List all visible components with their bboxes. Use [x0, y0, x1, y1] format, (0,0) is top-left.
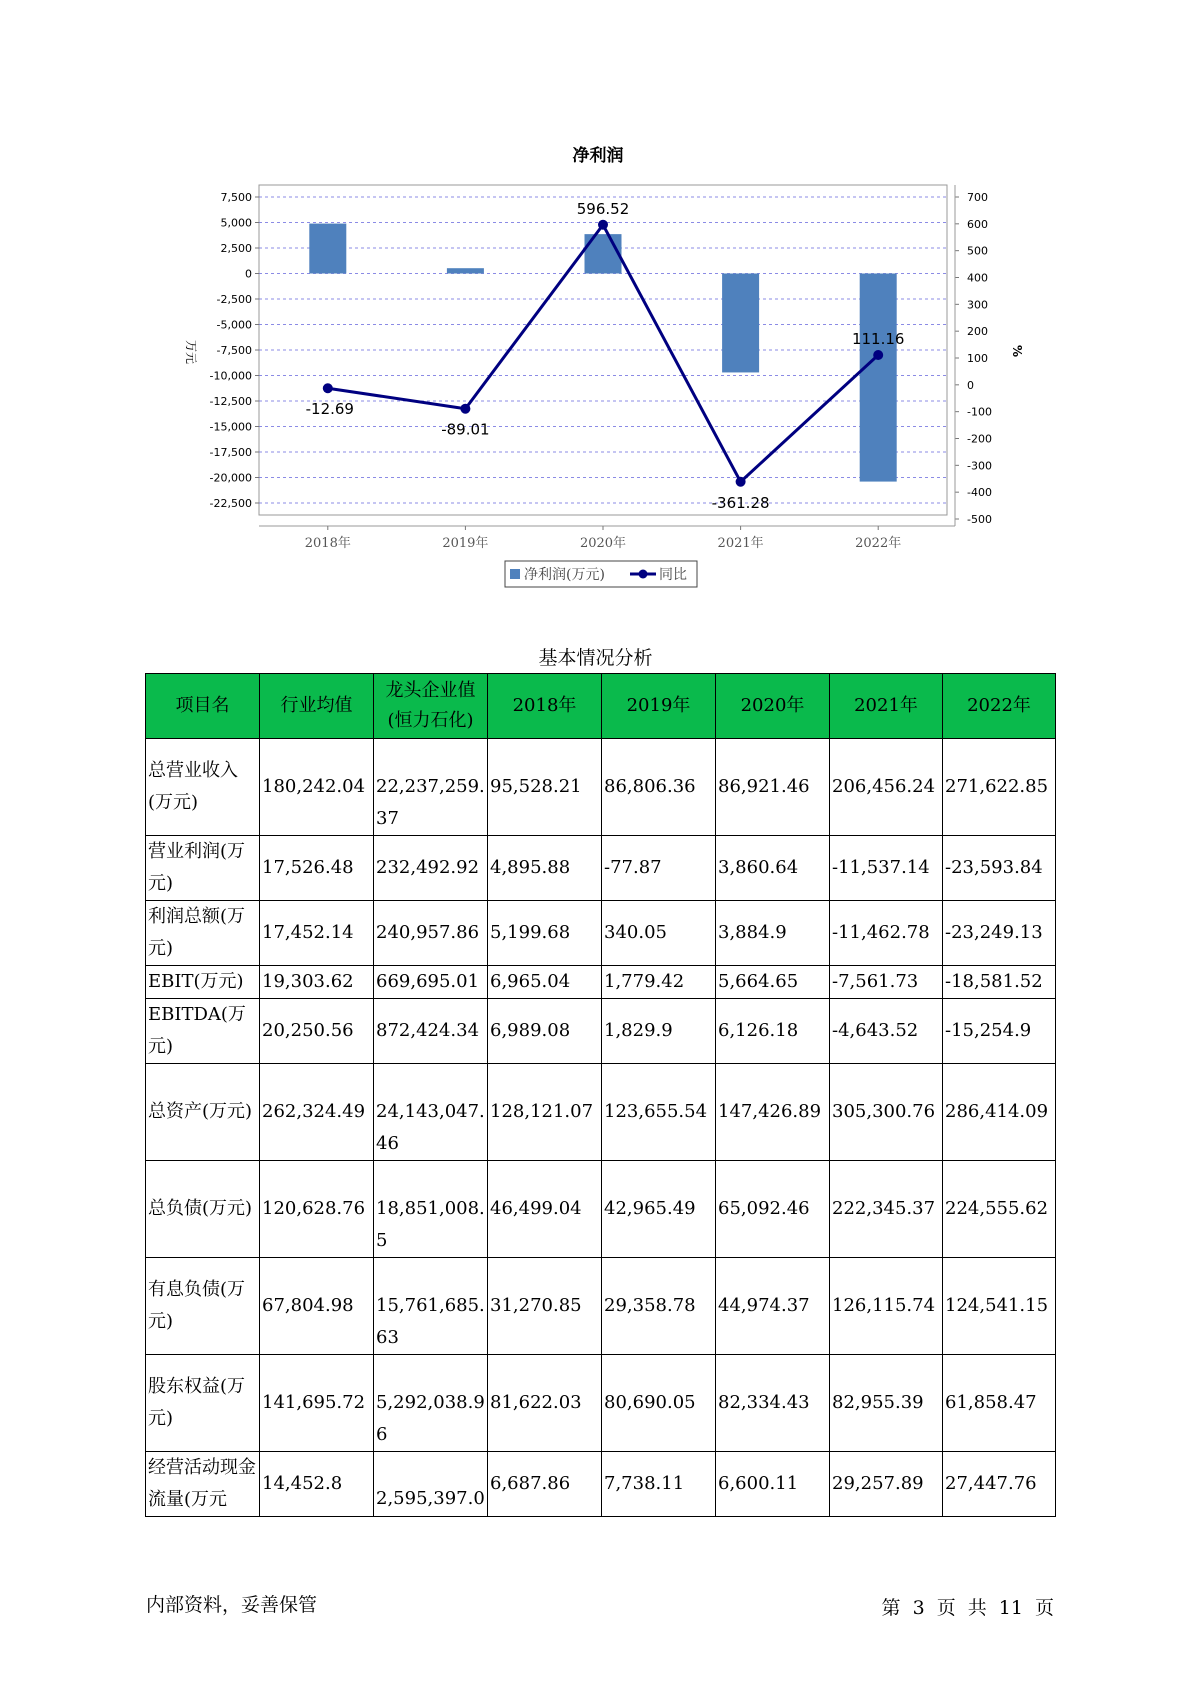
table-cell: 67,804.98 [260, 1258, 374, 1355]
table-cell: 5,199.68 [488, 901, 602, 966]
x-axis-label: 2021年 [717, 536, 764, 551]
header-2022: 2022年 [943, 674, 1056, 739]
yoy-point [873, 350, 883, 360]
footer-confidential-note: 内部资料，妥善保管 [146, 1594, 318, 1616]
right-axis-tick-label: 0 [967, 378, 974, 392]
table-cell: 222,345.37 [830, 1161, 943, 1258]
table-cell: 5,664.65 [716, 966, 830, 999]
table-cell: 81,622.03 [488, 1355, 602, 1452]
table-title: 基本情况分析 [538, 647, 653, 669]
header-2019: 2019年 [602, 674, 716, 739]
table-row [146, 1064, 1056, 1161]
net-profit-chart [0, 0, 1191, 600]
table-cell: 86,806.36 [602, 739, 716, 836]
table-cell: 141,695.72 [260, 1355, 374, 1452]
table-cell: 240,957.86 [374, 901, 488, 966]
right-axis-label: % [1010, 344, 1024, 358]
row-label: 经营活动现金流量(万元 [146, 1452, 260, 1517]
bar-series [309, 224, 896, 482]
yoy-point [323, 383, 333, 393]
table-cell: 2,595,397.0 [374, 1452, 488, 1517]
yoy-point [598, 220, 608, 230]
table-row [146, 1355, 1056, 1452]
table-cell: -15,254.9 [943, 999, 1056, 1064]
row-label: 总资产(万元) [146, 1064, 260, 1161]
table-cell: 232,492.92 [374, 836, 488, 901]
table-cell: 128,121.07 [488, 1064, 602, 1161]
table-cell: 4,895.88 [488, 836, 602, 901]
left-axis-tick-label: -2,500 [216, 293, 252, 306]
row-label: 股东权益(万元) [146, 1355, 260, 1452]
row-label: EBITDA(万元) [146, 999, 260, 1064]
table-cell: 44,974.37 [716, 1258, 830, 1355]
table-cell: 42,965.49 [602, 1161, 716, 1258]
table-cell: 147,426.89 [716, 1064, 830, 1161]
x-axis-label: 2020年 [579, 536, 627, 551]
table-cell: 1,829.9 [602, 999, 716, 1064]
right-axis-tick-label: 100 [967, 352, 988, 365]
yoy-data-label: -12.69 [305, 400, 354, 419]
table-cell: 17,452.14 [260, 901, 374, 966]
left-axis-tick-label: 2,500 [220, 242, 252, 255]
table-cell: -23,593.84 [943, 836, 1056, 901]
table-cell: 7,738.11 [602, 1452, 716, 1517]
table-cell: 5,292,038.96 [374, 1355, 488, 1452]
table-cell: -11,462.78 [830, 901, 943, 966]
legend-line-label: 同比 [659, 567, 687, 583]
table-cell: 120,628.76 [260, 1161, 374, 1258]
right-axis-ticks [955, 191, 992, 526]
table-cell: 262,324.49 [260, 1064, 374, 1161]
right-axis-tick-label: 200 [967, 325, 988, 339]
yoy-data-label: -361.28 [711, 493, 770, 512]
left-axis-ticks [210, 191, 259, 510]
right-axis-tick-label: -300 [967, 459, 992, 473]
chart-title: 净利润 [572, 146, 624, 166]
table-cell: -4,643.52 [830, 999, 943, 1064]
x-axis-label: 2022年 [855, 536, 902, 551]
x-axis-label: 2018年 [304, 536, 351, 551]
x-axis-labels [305, 526, 901, 551]
table-cell: 872,424.34 [374, 999, 488, 1064]
left-axis-tick-label: 7,500 [220, 191, 252, 204]
header-leader-value: 龙头企业值(恒力石化) [374, 674, 488, 739]
table-cell: 19,303.62 [260, 966, 374, 999]
right-axis-tick-label: -100 [967, 405, 992, 419]
table-cell: -18,581.52 [943, 966, 1056, 999]
table-cell: 22,237,259.37 [374, 739, 488, 836]
yoy-point [460, 404, 470, 414]
table-header-row [146, 674, 1056, 739]
legend [505, 561, 697, 587]
table-cell: 669,695.01 [374, 966, 488, 999]
left-axis-label: 万元 [184, 339, 198, 365]
table-cell: 24,143,047.46 [374, 1064, 488, 1161]
table-cell: 46,499.04 [488, 1161, 602, 1258]
row-label: 利润总额(万元) [146, 901, 260, 966]
table-cell: -7,561.73 [830, 966, 943, 999]
bar-2019年 [447, 268, 484, 273]
table-cell: 206,456.24 [830, 739, 943, 836]
left-axis-tick-label: -17,500 [209, 446, 252, 459]
header-2021: 2021年 [830, 674, 943, 739]
right-axis-tick-label: 500 [967, 244, 988, 258]
right-axis-tick-label: 600 [967, 217, 988, 231]
row-label: EBIT(万元) [146, 966, 260, 999]
table-cell: 31,270.85 [488, 1258, 602, 1355]
left-axis-tick-label: -20,000 [209, 471, 252, 485]
table-cell: 271,622.85 [943, 739, 1056, 836]
table-cell: 224,555.62 [943, 1161, 1056, 1258]
left-axis-tick-label: -15,000 [209, 420, 252, 434]
table-row [146, 1161, 1056, 1258]
table-cell: 6,989.08 [488, 999, 602, 1064]
right-axis-tick-label: -200 [967, 432, 992, 446]
table-cell: 3,884.9 [716, 901, 830, 966]
table-cell: 123,655.54 [602, 1064, 716, 1161]
right-axis-tick-label: -400 [967, 486, 992, 500]
table-cell: 15,761,685.63 [374, 1258, 488, 1355]
table-row [146, 999, 1056, 1064]
yoy-data-label: 111.16 [851, 330, 905, 349]
left-axis-tick-label: -10,000 [209, 369, 252, 383]
row-label: 营业利润(万元) [146, 836, 260, 901]
table-cell: 14,452.8 [260, 1452, 374, 1517]
legend-bar-swatch [510, 569, 520, 579]
table-cell: 18,851,008.5 [374, 1161, 488, 1258]
bar-2022年 [860, 274, 897, 482]
yoy-data-label: 596.52 [576, 199, 630, 218]
table-cell: 29,358.78 [602, 1258, 716, 1355]
header-item-name: 项目名 [146, 674, 260, 739]
footer-page-number: 第 3 页 共 11 页 [881, 1597, 1054, 1619]
yoy-point [736, 477, 746, 487]
table-cell: -77.87 [602, 836, 716, 901]
table-cell: 86,921.46 [716, 739, 830, 836]
table-cell: 305,300.76 [830, 1064, 943, 1161]
table-cell: 6,600.11 [716, 1452, 830, 1517]
table-cell: 180,242.04 [260, 739, 374, 836]
table-cell: 340.05 [602, 901, 716, 966]
legend-bar-label: 净利润(万元) [524, 567, 605, 583]
table-cell: 6,126.18 [716, 999, 830, 1064]
right-axis-tick-label: 700 [967, 191, 988, 204]
table-cell: 95,528.21 [488, 739, 602, 836]
table-row [146, 966, 1056, 999]
table-cell: 6,965.04 [488, 966, 602, 999]
table-cell: -23,249.13 [943, 901, 1056, 966]
table-cell: 65,092.46 [716, 1161, 830, 1258]
header-industry-average: 行业均值 [260, 674, 374, 739]
table-cell: 29,257.89 [830, 1452, 943, 1517]
table-cell: 124,541.15 [943, 1258, 1056, 1355]
table-cell: 3,860.64 [716, 836, 830, 901]
table-row [146, 739, 1056, 836]
table-row [146, 1258, 1056, 1355]
row-label: 有息负债(万元) [146, 1258, 260, 1355]
table-cell: 20,250.56 [260, 999, 374, 1064]
table-cell: 82,334.43 [716, 1355, 830, 1452]
right-axis-tick-label: 300 [967, 298, 988, 312]
table-row [146, 901, 1056, 966]
left-axis-tick-label: -22,500 [209, 497, 252, 510]
left-axis-tick-label: -12,500 [209, 395, 252, 408]
left-axis-tick-label: 0 [245, 267, 252, 281]
table-cell: 80,690.05 [602, 1355, 716, 1452]
right-axis-tick-label: -500 [967, 513, 992, 526]
left-axis-tick-label: -5,000 [216, 318, 252, 332]
table-cell: 27,447.76 [943, 1452, 1056, 1517]
left-axis-tick-label: 5,000 [220, 216, 252, 230]
table-cell: 6,687.86 [488, 1452, 602, 1517]
yoy-data-label: -89.01 [441, 420, 490, 439]
header-2020: 2020年 [716, 674, 830, 739]
table-cell: 286,414.09 [943, 1064, 1056, 1161]
table-cell: 17,526.48 [260, 836, 374, 901]
table-cell: 61,858.47 [943, 1355, 1056, 1452]
table-cell: 82,955.39 [830, 1355, 943, 1452]
bar-2021年 [722, 274, 759, 373]
left-axis-tick-label: -7,500 [216, 344, 252, 357]
table-row [146, 836, 1056, 901]
basic-analysis-table [145, 673, 1056, 1517]
table-row [146, 1452, 1056, 1517]
row-label: 总负债(万元) [146, 1161, 260, 1258]
legend-line-marker [639, 570, 648, 579]
row-label: 总营业收入(万元) [146, 739, 260, 836]
table-cell: 126,115.74 [830, 1258, 943, 1355]
x-axis-label: 2019年 [442, 536, 489, 551]
right-axis-tick-label: 400 [967, 271, 988, 285]
table-cell: -11,537.14 [830, 836, 943, 901]
bar-2018年 [309, 224, 346, 274]
header-2018: 2018年 [488, 674, 602, 739]
table-cell: 1,779.42 [602, 966, 716, 999]
